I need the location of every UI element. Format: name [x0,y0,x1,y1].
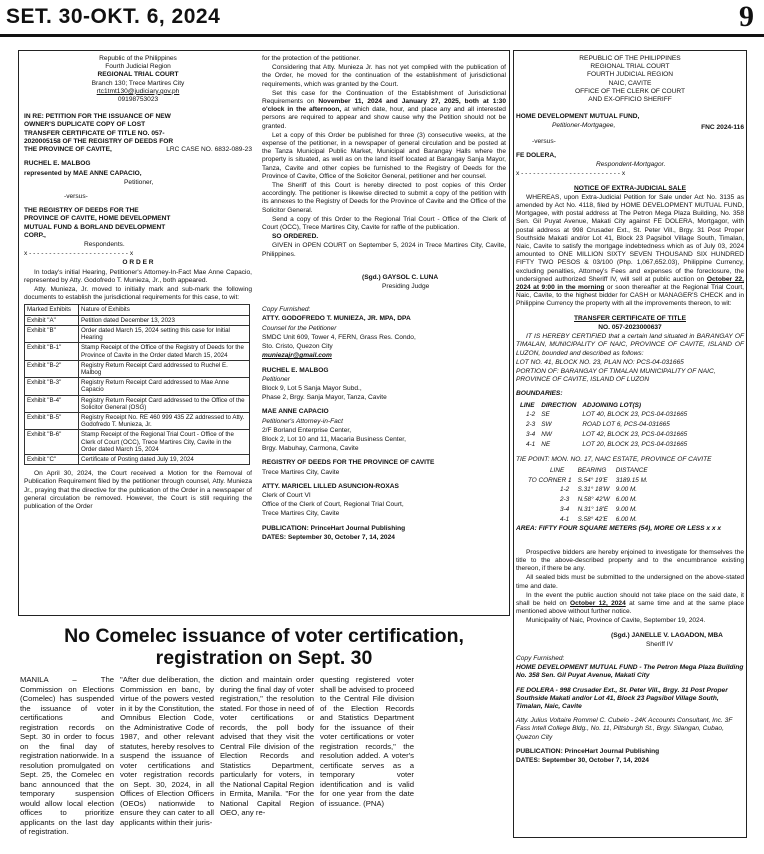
order-text: Set this case for the Continuation of the Establishment of Jurisdictional Requirements on [262,89,506,106]
order-paragraph: On April 30, 2024, the Court received a Motion for the Removal of Publication Requirement filed by the petitioner through counsel, Atty. Munieza Jr., praying that the directive for the publication of the Order in a newspaper of general circulation be removed. However, the Court is still requiring the publication of the Order [24,470,252,510]
recipient-role: Petitioner [262,375,290,383]
recipient-name: MAE ANNE CAPACIO [262,408,329,416]
recipient-address: Trece Martires City, Cavite [262,468,340,476]
article-column: MANILA – The Commission on Elections (Comelec) has suspended the issuance of voter certifications and registration records on Sept. 30 in order to focus on the final day of registration nationwide. In a resolution promulgated on Sept. 25, the Comelec en banc announced that the temporary suspension would allow local election offices to prioritize applicants on the last day of registration. [20,675,115,836]
hearing-dates: November 11, 2024 and January 27, 2025, both at 1:30 o'clock in the afternoon, [262,98,506,114]
boundary-lot: LOT 42, BLOCK 23, PCS-04-031665 [582,430,688,438]
recipient-address: SMDC Unit 609, Tower 4, FERN, Grass Res. Condo, [262,333,416,341]
bearing-line: 4-1 [560,515,570,523]
bearing-value: S.31° 18'W [577,486,610,494]
court-line: NAIC, CAVITE [608,79,652,87]
dash-separator: x - - - - - - - - - - - - - - - - - - - - - - - - - x [516,170,626,178]
issue-date: SET. 30-OKT. 6, 2024 [6,5,221,28]
publication-dates: DATES: September 30, October 7, 14, 2024 [262,533,395,541]
exhibits-table [24,304,250,465]
boundary-direction: NW [541,430,552,438]
exhibit-mark: Exhibit "C" [25,454,79,464]
court-line: AND EX-OFFICIO SHERIFF [588,96,672,104]
table-header: DISTANCE [615,466,648,474]
table-header: Marked Exhibits [25,305,79,315]
article-headline: No Comelec issuance of voter certification, registration on Sept. 30 [64,625,464,669]
table-header-row [25,305,250,315]
order-title: O R D E R [122,259,154,267]
notice-text: In the event the public auction should not take place on the said date, it shall be held on [516,591,744,607]
notice-body [516,194,744,309]
table-row [25,378,250,395]
article-column: questing registered voter shall be advised to proceed to the Central File division of the Election Records and Statistics Department for the issuance of their voter certifications or voter registration records," the resolution added. A voter's certificate serves as a temporary voter identification and is valid for one year from the date of issuance. (PNA) [320,675,414,808]
recipient-role: Counsel for the Petitioner [262,324,337,332]
notice-text: or soon thereafter at the Regional Trial Court, Naic, Cavite, to the highest bidder for CASH or MANAGER'S CHECK and in Philippine Currency the property with all the improvements thereon, to wit: [516,284,744,308]
bearing-line: 1-2 [560,486,570,494]
publication-line: PUBLICATION: PrinceHart Journal Publishing [262,524,406,532]
bearing-distance: 6.00 M. [615,515,638,523]
court-email: rtc1tmt130@judiciary.gov.ph [96,87,180,95]
order-paragraph: Send a copy of this Order to the Regional Trial Court - Office of the Clerk of Court (OCC), Trece Martires City, Cavite for raffle of the publication. [262,215,506,232]
exhibit-mark: Exhibit "B-4" [25,395,79,412]
boundary-direction: SE [541,411,550,419]
table-header: Nature of Exhibits [79,305,250,315]
order-text: at which date, hour, and place any and all interested persons are required to appear and show cause why the Petition should not be granted. [262,106,506,130]
court-line: Republic of the Philippines [99,55,177,62]
court-order-column-2 [262,55,506,543]
boundary-line: 3-4 [526,430,536,438]
header-rule [0,34,764,37]
petitioner-name: HOME DEVELOPMENT MUTUAL FUND, [516,113,640,121]
bearing-line: 2-3 [560,496,570,504]
table-header: DIRECTION [541,401,577,409]
recipient-address: Office of the Clerk of Court, Regional Trial Court, [262,501,404,509]
boundary-line: 2-3 [526,421,536,429]
recipient-entry: Atty. Julius Voltaire Rommel C. Cubelo - 24K Accounts Consultant, Inc. 3F Fass Intell College Bldg., No. 11, Pittsburgh St., Brgy. Silangan, Cubao, Quezon City [516,717,733,741]
exhibit-nature: Registry Return Receipt Card addressed to Mae Anne Capacio [79,378,250,395]
notice-paragraph: Municipality of Naic, Province of Cavite, September 19, 2024. [526,617,706,625]
court-line: OFFICE OF THE CLERK OF COURT [574,87,686,95]
recipient-address: Brgy. Mabuhay, Carmona, Cavite [262,445,359,453]
exhibit-mark: Exhibit "B" [25,325,79,342]
court-line: REGIONAL TRIAL COURT [590,63,670,71]
exhibit-mark: Exhibit "B-1" [25,343,79,360]
recipient-name: ATTY. GODOFREDO T. MUNIEZA, JR. MPA, DPA [262,315,411,323]
bearing-line: 3-4 [560,505,570,513]
boundary-lot: LOT 40, BLOCK 23, PCS-04-031665 [582,411,688,419]
notice-text: WHEREAS, upon Extra-Judicial Petition for Sale under Act No. 3135 as amended by Act No. 4118, filed by HOME DEVELOPMENT MUTUAL FUND, Mortgagee, with postal address at The Petron Mega Plaza Building, No. 358 Sen. Gil Puyat Avenue, Makati City against FE DOLERA, Mortgagor, with postal address at 998 Crusader Ext., St. Peter Vill., Brgy. 31 Post Proper Southside Makati and/or Lot 41, Block 23 Pagsibol Village South, Timalan, Naic, Cavite to satisfy the mortgage indebtedness which as of July 03, 2024 amounted to ONE MILLION SIXTY SEVEN THOUSAND SIX HUNDRED FIFTY TWO PESOS & 03/100 (Php. 1,067,652.03), Philippine Currency, excluding penalties, Attorney's Fees and expenses of the foreclosure, the undersigned authorized Sheriff IV, will sell at public auction on [516,193,744,283]
bearing-value: S.58° 42'E [577,515,608,523]
table-row [25,315,250,325]
petitioner-label: Petitioner, [124,178,154,186]
order-paragraph [262,90,506,131]
recipient-address: Phase 2, Brgy. Sanja Mayor, Tanza, Cavite [262,394,387,402]
recipient-name: REGISTRY OF DEEDS FOR THE PROVINCE OF CAVITE [262,459,435,467]
exhibit-nature: Stamp Receipt of the Office of the Registry of Deeds for the Province of Cavite in the Order dated March 15, 2024 [79,343,250,360]
copy-furnished-label: Copy Furnished: [262,306,311,314]
exhibit-nature: Registry Receipt No. RE 460 999 435 ZZ addressed to Atty. Godofredo T. Munieza, Jr. [79,412,250,429]
bearing-line: TO CORNER 1 [528,476,572,484]
table-row [25,325,250,342]
court-heading [516,55,744,104]
recipient-name: RUCHEL E. MALBOG [262,366,329,374]
court-order-column-1 [24,55,252,512]
notice-paragraph: All sealed bids must be submitted to the undersigned on the above-stated time and date. [516,574,744,590]
tct-portion: PORTION OF: BARANGAY OF TIMALAN MUNICIPALITY OF NAIC, PROVINCE OF CAVITE, ISLAND OF LUZON [516,367,716,384]
table-header: ADJOINING LOT(S) [582,401,641,409]
recipient-name: ATTY. MARICEL LILLED ASUNCION-ROXAS [262,482,399,490]
recipient-address: 2/F Borland Enterprise Center, [262,426,352,434]
lot-area: AREA: FIFTY FOUR SQUARE METERS (54), MORE OR LESS x x x [516,525,722,533]
exhibit-mark: Exhibit "B-6" [25,430,79,455]
boundary-line: 1-2 [526,411,536,419]
auction-date: October 22, 2024 at 9:00 in the morning [516,275,744,292]
table-header-row [526,467,650,475]
boundary-line: 4-1 [526,440,536,448]
order-paragraph: for the protection of the petitioner. [262,55,361,62]
versus-label: -versus- [64,193,88,201]
exhibit-nature: Stamp Receipt of the Regional Trial Court - Office of the Clerk of Court (OCC), Trece Martires City, Cavite in the Order dated March 15, 2024 [79,430,250,455]
article-column: diction and maintain order during the final day of voter registration," the resolution stated. For those in need of voter certifications or records, the poll body advised that they visit the Central File division of the Election Records and Statistics Department, particularly for voters, in the National Capital Region in Ermita, Manila. "For the National Capital Region OEO, any re- [220,675,314,817]
in-re-caption: IN RE: PETITION FOR THE ISSUANCE OF NEW OWNER'S DUPLICATE COPY OF LOST TRANSFER CERTIFICATE OF TITLE NO. 057-2020005158 OF THE REGISTRY OF DEEDS FOR THE PROVINCE OF CAVITE, [24,113,174,154]
boundaries-title: BOUNDARIES: [516,390,563,398]
table-row [25,360,250,377]
table-row [526,486,650,494]
publication-line: PUBLICATION: PrinceHart Journal Publishing [516,747,660,755]
order-paragraph: The Sheriff of this Court is hereby directed to post copies of this Order accordingly. The petitioner is likewise directed to submit a copy of the petition with its annexes to the Registry of Deeds for the Province of Cavite and the Office of the Solicitor General. [262,182,506,214]
article-column: "After due deliberation, the Commission en banc, by virtue of the powers vested in it by the Constitution, the Omnibus Election Code, the Administrative Code of 1987, and other relevant statutes, hereby resolves to suspend the issuance of voter certifications and voter registration records on Sept. 30, 2024, in all Offices of Election Officers (OEOs) nationwide to ensure they can cater to all applicants within their juris- [120,675,215,827]
bearing-distance: 3189.15 M. [615,476,648,484]
table-header: LINE [520,401,535,409]
case-number: LRC CASE NO. 6832-089-23 [166,146,252,154]
notice-title: NOTICE OF EXTRA-JUDICIAL SALE [574,184,686,192]
respondent-name: THE REGISTRY OF DEEDS FOR THE PROVINCE OF CAVITE, HOME DEVELOPMENT MUTUAL FUND & BORLAND DEVELOPMENT CORP., [24,207,171,239]
exhibit-mark: Exhibit "A" [25,315,79,325]
table-row [25,430,250,455]
judge-title: Presiding Judge [382,283,430,291]
bearing-distance: 6.00 M. [615,496,638,504]
dash-separator: x - - - - - - - - - - - - - - - - - - - - - - - - - x [24,250,134,258]
tct-description: IT IS HEREBY CERTIFIED that a certain land situated in BARANGAY OF TIMALAN, MUNICIPALITY OF NAIC, PROVINCE OF CAVITE, ISLAND OF LUZON, bounded and described as follows: [516,333,744,357]
exhibit-mark: Exhibit "B-3" [25,378,79,395]
bearing-distance: 9.00 M. [615,486,638,494]
versus-label: -versus- [532,137,556,145]
table-header: LINE [550,466,565,474]
table-row [526,477,650,485]
court-line: REGIONAL TRIAL COURT [97,71,179,79]
copy-furnished-label: Copy Furnished: [516,654,565,662]
boundary-lot: ROAD LOT 6, PCS-04-031665 [582,421,670,429]
exhibit-nature: Petition dated December 13, 2023 [79,315,250,325]
publication-dates: DATES: September 30, October 7, 14, 2024 [516,756,649,764]
boundary-direction: SW [541,421,552,429]
bearing-value: N.58° 42'W [577,496,610,504]
table-row [526,496,650,504]
extrajudicial-sale-column [516,55,744,766]
recipient-address: Block 9, Lot 5 Sanja Mayor Subd., [262,384,362,392]
boundary-direction: NE [541,440,551,448]
tct-lot: LOT NO. 41, BLOCK NO. 23, PLAN NO: PCS-04-031665 [516,358,684,366]
table-row [526,506,650,514]
court-heading [24,55,252,104]
boundary-lot: LOT 20, BLOCK 23, PCS-04-031665 [582,440,688,448]
notice-paragraph: Prospective bidders are hereby enjoined to investigate for themselves the title to the above-described property and to the encumbrance existing thereon, if there be any. [516,548,744,573]
table-header: BEARING [577,466,607,474]
exhibit-nature: Certificate of Posting dated July 19, 2024 [79,454,250,464]
recipient-address: Sto. Cristo, Quezon City [262,343,333,351]
bearings-table [524,465,652,526]
exhibit-mark: Exhibit "B-2" [25,360,79,377]
table-row [518,441,689,449]
recipient-entry: FE DOLERA - 998 Crusader Ext., St. Peter Vill., Brgy. 31 Post Proper Southside Makati and/or Lot 41, Block 23 Pagsibol Village South, Timalan, Naic, Cavite [516,686,728,710]
bearing-value: N.31° 18'E [577,505,608,513]
recipient-role: Clerk of Court VI [262,491,311,499]
recipient-address: Trece Martires City, Cavite [262,510,340,518]
respondent-name: FE DOLERA, [516,152,556,160]
table-row [518,431,689,439]
respondent-label: Respondents. [84,241,125,249]
notice-text: at same time and at the same place mentioned above without further notice. [516,599,744,616]
page-header [0,0,764,34]
page-number: 9 [739,0,754,33]
boundaries-table [516,400,691,451]
given-paragraph: GIVEN in OPEN COURT on September 5, 2024 in Trece Martires City, Cavite, Philippines. [262,242,506,258]
petitioner-representative: represented by MAE ANNE CAPACIO, [24,169,142,177]
exhibit-mark: Exhibit "B-5" [25,412,79,429]
table-row [518,421,689,429]
exhibit-nature: Registry Return Receipt Card addressed to the Office of the Solicitor General (OSG) [79,395,250,412]
judge-signature: (Sgd.) GAYSOL C. LUNA [362,273,439,281]
court-line: REPUBLIC OF THE PHILIPPINES [579,55,681,62]
tct-number: NO. 057-2023000637 [598,323,662,331]
notice-paragraph [516,592,744,617]
so-ordered: SO ORDERED. [272,233,319,241]
recipient-address: Block 2, Lot 10 and 11, Macaria Business Center, [262,435,406,443]
tct-title: TRANSFER CERTIFICATE OF TITLE [574,314,686,322]
petitioner-role: Petitioner-Mortgagee, [552,122,616,130]
table-row [25,454,250,464]
exhibit-nature: Order dated March 15, 2024 setting this case for Initial Hearing [79,325,250,342]
fnc-number: FNC 2024-116 [701,123,744,131]
court-phone: 09198753023 [117,96,159,104]
court-line: FOURTH JUDICIAL REGION [586,71,674,79]
exhibit-nature: Registry Return Receipt Card addressed to Ruchel E. Malbog [79,360,250,377]
recipient-entry: HOME DEVELOPMENT MUTUAL FUND - The Petron Mega Plaza Building No. 358 Sen. Gil Puyat Avenue, Makati City [516,664,744,680]
bearing-distance: 9.00 M. [615,505,638,513]
petitioner-name: RUCHEL E. MALBOG [24,160,91,168]
order-paragraph: Atty. Munieza, Jr. moved to initially mark and sub-mark the following documents to establish the jurisdictional requirements for this case, to wit: [24,286,252,302]
respondent-role: Respondent-Mortgagor. [596,161,666,169]
recipient-email: muniezajr@gmail.com [262,352,332,360]
sheriff-title: Sheriff IV [646,640,673,648]
table-row [526,516,650,524]
tie-point: TIE POINT: MON. NO. 17, NAIC ESTATE, PROVINCE OF CAVITE [516,455,712,463]
order-paragraph: Considering that Atty. Munieza Jr. has not yet complied with the publication of the Order, he moved for the continuation of the establishment of jurisdictional requirements, which was granted by the Court. [262,64,506,88]
order-paragraph: Let a copy of this Order be published for three (3) consecutive weeks, at the expense of the petitioner, in a newspaper of general circulation and be posted at the Tanza Municipal Public Market, Municipal and Barangay Halls where the property is situated, as well as on the land itself located at Barangay Sanja Mayor, Tanza, Cavite and other copies be furnished to the Registry of Deeds for the Province of Cavite, Office of the Solicitor General, petitioner and her counsel. [262,131,506,180]
table-row [518,411,689,419]
recipient-role: Petitioner's Attorney-in-Fact [262,417,343,425]
table-row [25,412,250,429]
sheriff-signature: (Sgd.) JANELLE V. LAGADON, MBA [611,631,723,639]
table-row [25,395,250,412]
order-paragraph: In today's initial Hearing, Petitioner's Attorney-In-Fact Mae Anne Capacio, represented by Atty. Godofredo T. Munieza, Jr., both appeared. [24,268,252,284]
table-row [25,343,250,360]
court-line: Branch 130; Trece Martires City [91,79,185,87]
court-line: Fourth Judicial Region [105,63,171,71]
table-header-row [518,402,689,410]
alternate-date: October 12, 2024 [570,599,626,607]
bearing-value: S.54° 19'E [577,476,608,484]
